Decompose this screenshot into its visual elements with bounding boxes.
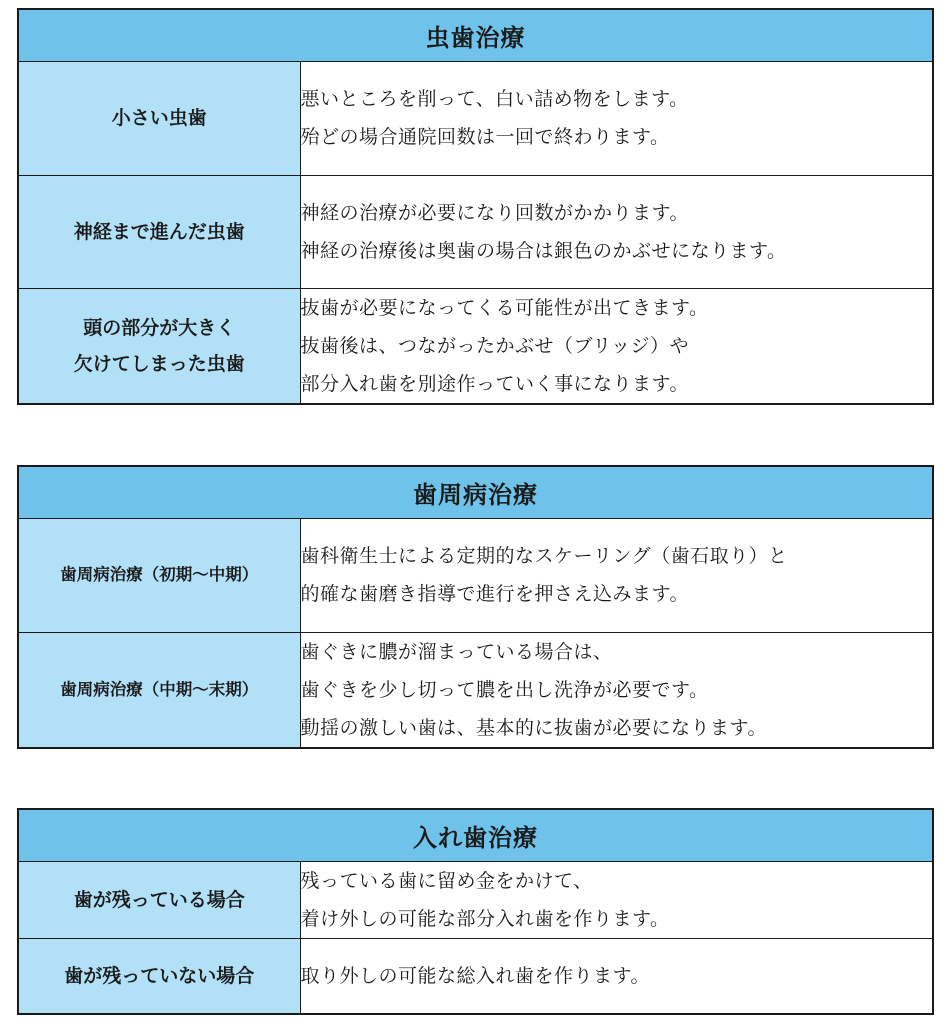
row-label <box>18 288 300 404</box>
periodontal-treatment-table <box>17 465 934 749</box>
desc-line: 抜歯後は、つながったかぶせ（ブリッジ）や <box>300 334 689 357</box>
table-row <box>18 938 933 1014</box>
desc-line: 抜歯が必要になってくる可能性が出てきます。 <box>300 296 709 319</box>
row-description <box>300 175 933 288</box>
row-description <box>300 861 933 938</box>
desc-line: 着け外しの可能な部分入れ歯を作ります。 <box>300 907 670 930</box>
row-description <box>300 61 933 175</box>
desc-line: 神経の治療が必要になり回数がかかります。 <box>300 201 689 224</box>
desc-line: 動揺の激しい歯は、基本的に抜歯が必要になります。 <box>300 716 767 739</box>
row-label <box>18 61 300 175</box>
row-label <box>18 175 300 288</box>
label-line: 歯が残っている場合 <box>73 888 245 911</box>
label-line: 歯周病治療（中期〜末期） <box>60 679 259 699</box>
periodontal-treatment-title: 歯周病治療 <box>18 466 933 518</box>
desc-line: 歯ぐきに膿が溜まっている場合は、 <box>300 640 613 663</box>
table-row <box>18 632 933 748</box>
table-row <box>18 175 933 288</box>
desc-line: 部分入れ歯を別途作っていく事になります。 <box>300 372 689 395</box>
desc-line: 悪いところを削って、白い詰め物をします。 <box>300 88 689 110</box>
denture-treatment-table <box>17 808 934 1015</box>
desc-line: 殆どの場合通院回数は一回で終わります。 <box>300 126 670 148</box>
table-row <box>18 861 933 938</box>
desc-line: 取り外しの可能な総入れ歯を作ります。 <box>300 964 650 987</box>
cavity-treatment-title: 虫歯治療 <box>18 9 933 61</box>
label-line: 歯が残っていない場合 <box>64 964 255 987</box>
row-label <box>18 938 300 1014</box>
table-row <box>18 288 933 404</box>
desc-line: 的確な歯磨き指導で進行を押さえ込みます。 <box>300 583 689 605</box>
table-row <box>18 518 933 632</box>
desc-line: 神経の治療後は奥歯の場合は銀色のかぶせになります。 <box>300 239 787 262</box>
row-description <box>300 632 933 748</box>
row-label <box>18 518 300 632</box>
row-description <box>300 518 933 632</box>
row-label <box>18 861 300 938</box>
row-description <box>300 938 933 1014</box>
desc-line: 歯ぐきを少し切って膿を出し洗浄が必要です。 <box>300 678 709 701</box>
table-row <box>18 61 933 175</box>
row-label <box>18 632 300 748</box>
desc-line: 歯科衛生士による定期的なスケーリング（歯石取り）と <box>300 545 788 567</box>
label-line: 欠けてしまった虫歯 <box>73 352 245 375</box>
label-line: 神経まで進んだ虫歯 <box>73 220 245 243</box>
label-line: 歯周病治療（初期〜中期） <box>60 565 259 584</box>
desc-line: 残っている歯に留め金をかけて、 <box>300 869 593 892</box>
denture-treatment-title: 入れ歯治療 <box>18 809 933 861</box>
cavity-treatment-table <box>17 8 934 405</box>
label-line: 頭の部分が大きく <box>83 316 236 339</box>
row-description <box>300 288 933 404</box>
label-line: 小さい虫歯 <box>111 107 207 129</box>
